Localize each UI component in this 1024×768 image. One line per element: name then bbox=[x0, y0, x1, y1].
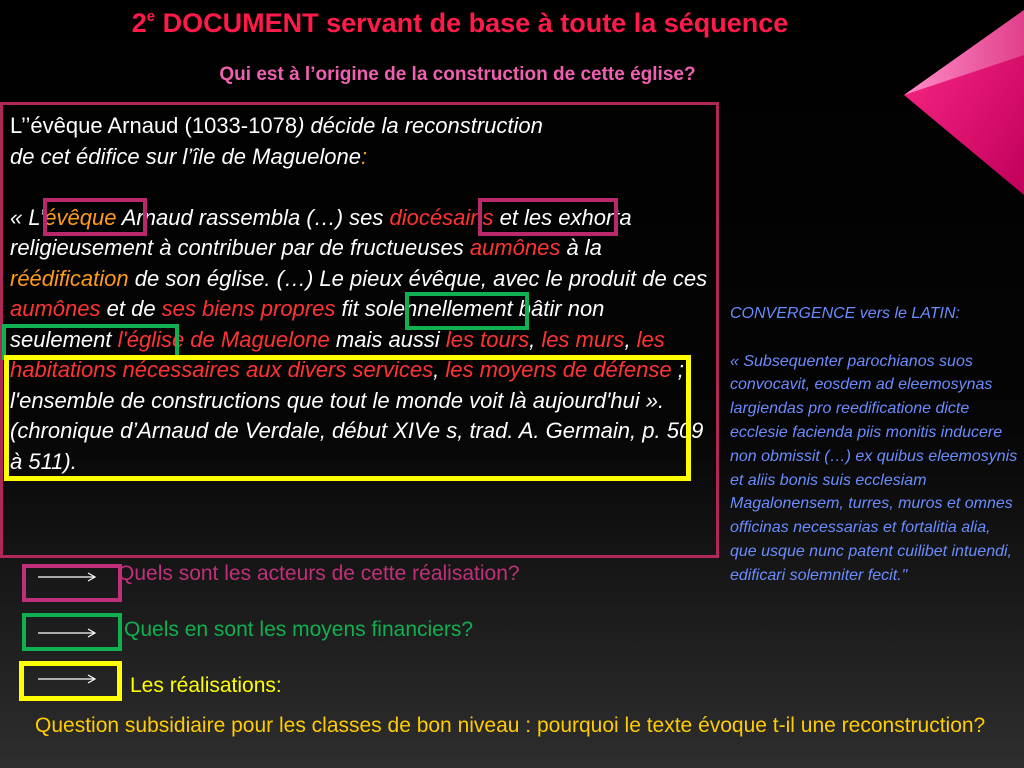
arrow-right-icon bbox=[38, 571, 100, 583]
word-eveque: évêque bbox=[44, 204, 117, 230]
latin-text: « Subsequenter parochianos suos convocavit, eosdem ad eleemosynas largiendas pro reedificatione dicte ecclesie facienda piis monitis inducere non obmissit (…) ex quibus eleemosynis et aliis bonis suis ecclesiam Magalonensem, turres, muros et omnes officinas necessarias et fortalitia alia, que usque nunc patent cuilibet intuendi, edificari solemniter fecit." bbox=[730, 352, 1018, 584]
highlight-realisations bbox=[4, 355, 691, 481]
word-habitations: les habitations nécessaires aux divers services bbox=[10, 326, 665, 382]
word-moyens: les moyens de défense bbox=[445, 357, 672, 382]
word-diocesains: diocésains bbox=[389, 204, 494, 230]
question-realisations: Les réalisations: bbox=[130, 674, 282, 697]
quote-paragraph: « L’évêque Arnaud rassembla (…) ses diocésains et les exhorta religieusement à contribuer par de fructueuses aumônes à la réédification de son église. (…) Le pieux évêque, avec le produit de ces aumônes et de ses biens propres fit solennellement bâtir non seulement l'église de Maguelone mais aussi les tours, les murs, les habitations nécessaires aux divers services, les moyens de défense ; l'ensemble de constructions que tout le monde voit là aujourd'hui ». bbox=[10, 204, 708, 413]
arrow-right-icon bbox=[38, 627, 100, 639]
highlight-aumones bbox=[405, 292, 529, 330]
question-1-box bbox=[22, 564, 122, 602]
intro-paragraph: L’’évêque Arnaud (1033-1078) décide la reconstruction de cet édifice sur l’île de Maguelone: bbox=[10, 113, 543, 169]
question-means: Quels en sont les moyens financiers? bbox=[124, 618, 474, 641]
word-reedification: réédification bbox=[10, 265, 129, 291]
highlight-diocesains bbox=[478, 198, 618, 236]
word-murs: les murs bbox=[541, 326, 625, 352]
latin-heading: CONVERGENCE vers le LATIN: bbox=[730, 305, 960, 322]
word-ses: ses bbox=[161, 296, 196, 321]
page-title: 2e DOCUMENT servant de base à toute la séquence bbox=[131, 8, 789, 38]
subsidiary-question: Question subsidiaire pour les classes de bon niveau : pourquoi le texte évoque t-il une reconstruction? bbox=[35, 714, 986, 737]
latin-convergence bbox=[730, 302, 1018, 588]
word-biens-propres: biens propres bbox=[202, 296, 336, 321]
word-tours: les tours bbox=[445, 326, 530, 352]
word-aumones-1: aumônes bbox=[469, 235, 561, 260]
question-actors: Quels sont les acteurs de cette réalisation? bbox=[118, 562, 520, 585]
highlight-eveque bbox=[43, 198, 147, 236]
word-aumones-2: aumônes bbox=[10, 296, 101, 321]
arrow-right-icon bbox=[38, 673, 100, 685]
word-eglise: l'église de Maguelone bbox=[117, 326, 330, 352]
source-citation: (chronique d’Arnaud de Verdale, début XIVe s, trad. A. Germain, p. 509 à 511). bbox=[10, 418, 704, 474]
page-subtitle: Qui est à l’origine de la construction de cette église? bbox=[219, 64, 696, 85]
